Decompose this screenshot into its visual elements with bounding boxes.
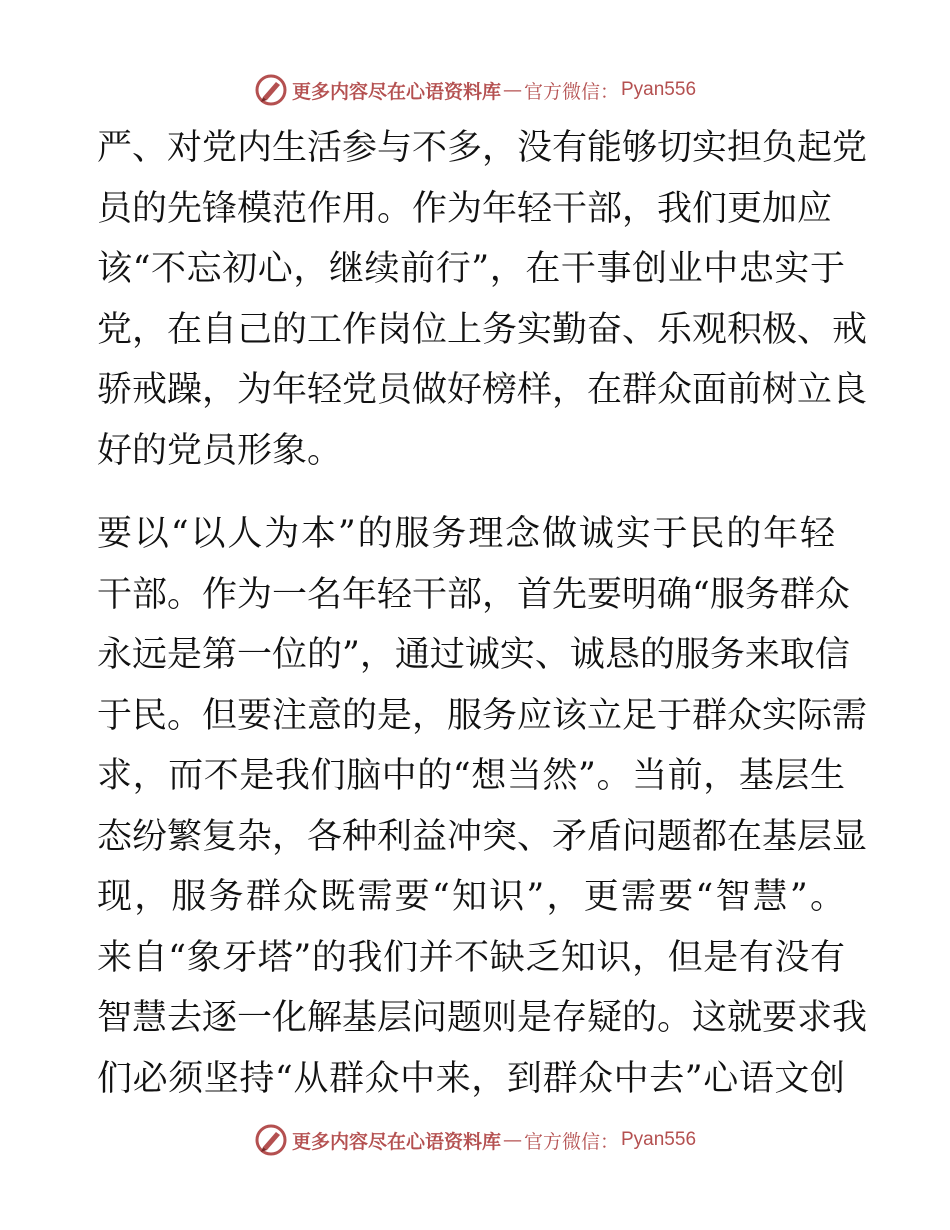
header-banner-dash: — [502,79,522,101]
text-line: 于民。但要注意的是，服务应该立足于群众实际需 [97,695,868,736]
footer-banner [0,1120,950,1160]
text-line: 干部。作为一名年轻干部，首先要明确“服务群众 [97,574,850,615]
text-line: 严、对党内生活参与不多，没有能够切实担负起党 [97,128,868,168]
text-line: 态纷繁复杂，各种利益冲突、矛盾问题都在基层显 [97,816,868,857]
text-line: 现，服务群众既需要“知识”，更需要“智慧”。 [97,877,845,917]
text-line: 要以“以人为本”的服务理念做诚实于民的年轻 [97,514,835,554]
text-line: 来自“象牙塔”的我们并不缺乏知识，但是有没有 [97,937,845,978]
text-line: 骄戒躁，为年轻党员做好榜样，在群众面前树立良 [97,370,868,410]
text-line: 们必须坚持“从群众中来，到群众中去”心语文创 [97,1058,845,1099]
text-line: 永远是第一位的”，通过诚实、诚恳的服务来取信 [97,635,850,675]
pen-logo-icon [254,1123,288,1157]
header-wechat-label: 官方微信： [523,80,619,103]
footer-banner-title: 更多内容尽在心语资料库 [291,1130,501,1153]
document-body [97,118,868,1109]
footer-wechat-id: Pyan556 [621,1129,697,1150]
text-line: 好的党员形象。 [97,430,343,471]
footer-banner-dash: — [502,1129,522,1151]
paragraph-1 [97,118,868,481]
text-line: 智慧去逐一化解基层问题则是存疑的。这就要求我 [97,998,868,1038]
header-banner [0,70,950,110]
text-line: 求，而不是我们脑中的“想当然”。当前，基层生 [97,756,845,796]
paragraph-2 [97,504,868,1109]
footer-wechat-label: 官方微信： [523,1130,619,1153]
pen-logo-icon [254,73,288,107]
paragraph-gap [97,481,857,504]
text-line: 党，在自己的工作岗位上务实勤奋、乐观积极、戒 [97,309,868,350]
text-line: 员的先锋模范作用。作为年轻干部，我们更加应 [97,188,833,229]
text-line: 该“不忘初心，继续前行”，在干事创业中忠实于 [97,249,845,289]
header-wechat-id: Pyan556 [621,79,697,100]
header-banner-title: 更多内容尽在心语资料库 [291,80,501,103]
